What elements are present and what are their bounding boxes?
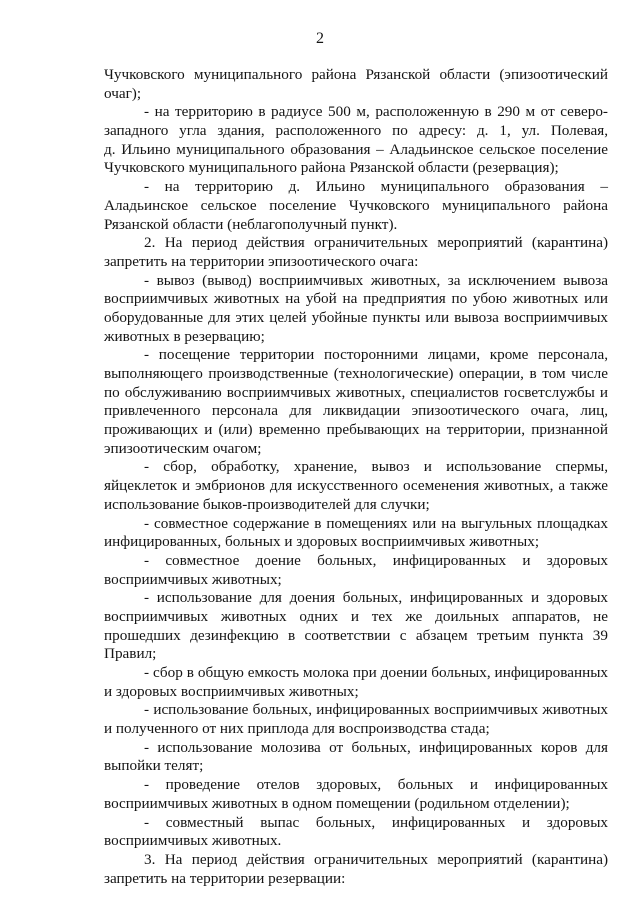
text-line: эпизоотическим очагом; xyxy=(104,439,262,457)
text-line: западного угла здания, расположенного по адресу: д. 1, ул. Полевая, xyxy=(104,122,608,140)
text-line: - посещение территории посторонними лицами, кроме персонала, xyxy=(144,346,608,364)
page-number: 2 xyxy=(316,30,324,47)
text-line: - совместное содержание в помещениях или на выгульных площадках xyxy=(144,514,608,532)
text-line: животных в резервацию; xyxy=(104,327,265,345)
text-line: восприимчивых животных. xyxy=(104,832,282,850)
text-line: - вывоз (вывод) восприимчивых животных, за исключением вывоза xyxy=(144,271,608,289)
text-line: - совместный выпас больных, инфицированных и здоровых xyxy=(144,813,608,831)
text-line: Аладьинское сельское поселение Чучковского муниципального района xyxy=(104,196,608,214)
text-line: по обслуживанию восприимчивых животных, специалистов госветслужбы и xyxy=(104,383,608,401)
text-line: Чучковского муниципального района Рязанской области (резервация); xyxy=(104,159,559,177)
text-line: - использование больных, инфицированных восприимчивых животных xyxy=(144,701,608,719)
text-line: - использование для доения больных, инфицированных и здоровых xyxy=(144,589,608,607)
text-line: - совместное доение больных, инфицированных и здоровых xyxy=(144,551,608,569)
text-line: Правил; xyxy=(104,645,157,663)
text-line: оборудованные для этих целей убойные пункты или вывоза восприимчивых xyxy=(104,308,608,326)
document-body xyxy=(104,66,608,888)
text-line: Чучковского муниципального района Рязанской области (эпизоотический xyxy=(104,66,608,83)
text-line: использование быков-производителей для случки; xyxy=(104,495,430,513)
text-line: - сбор, обработку, хранение, вывоз и использование спермы, xyxy=(144,458,608,476)
text-line: и полученного от них приплода для воспроизводства стада; xyxy=(104,720,490,738)
text-line: - на территорию д. Ильино муниципального образования – xyxy=(144,178,608,196)
text-line: выполняющего производственные (технологические) операции, в том числе xyxy=(104,365,608,382)
text-line: Рязанской области (неблагополучный пункт). xyxy=(104,215,398,233)
text-line: очаг); xyxy=(104,84,142,102)
text-line: запретить на территории эпизоотического очага: xyxy=(104,252,419,270)
text-line: 3. На период действия ограничительных мероприятий (карантина) xyxy=(144,850,608,868)
text-line: - на территорию в радиусе 500 м, расположенную в 290 м от северо- xyxy=(144,103,608,121)
text-line: - использование молозива от больных, инфицированных коров для xyxy=(144,738,608,756)
text-line: 2. На период действия ограничительных мероприятий (карантина) xyxy=(144,234,608,252)
text-line: восприимчивых животных в одном помещении (родильном отделении); xyxy=(104,794,570,812)
text-line: инфицированных, больных и здоровых восприимчивых животных; xyxy=(104,533,540,551)
text-line: д. Ильино муниципального образования – Аладьинское сельское поселение xyxy=(104,140,608,158)
text-line: - проведение отелов здоровых, больных и инфицированных xyxy=(144,776,608,794)
text-line: и здоровых восприимчивых животных; xyxy=(104,682,359,700)
text-line: прошедших дезинфекцию в соответствии с абзацем третьим пункта 39 xyxy=(104,626,608,644)
text-line: запретить на территории резервации: xyxy=(104,869,346,887)
text-line: яйцеклеток и эмбрионов для искусственного осеменения животных, а также xyxy=(104,477,608,495)
text-line: восприимчивых животных на убой на предприятия по убою животных или xyxy=(104,290,608,308)
text-line: проживающих и (или) временно пребывающих на территории, признанной xyxy=(104,421,608,439)
text-line: привлеченного персонала для ликвидации эпизоотического очага, лиц, xyxy=(104,402,608,420)
text-line: восприимчивых животных одних и тех же доильных аппаратов, не xyxy=(104,607,608,625)
text-line: восприимчивых животных; xyxy=(104,570,282,588)
text-line: выпойки телят; xyxy=(104,757,204,775)
text-line: - сбор в общую емкость молока при доении больных, инфицированных xyxy=(144,664,608,681)
